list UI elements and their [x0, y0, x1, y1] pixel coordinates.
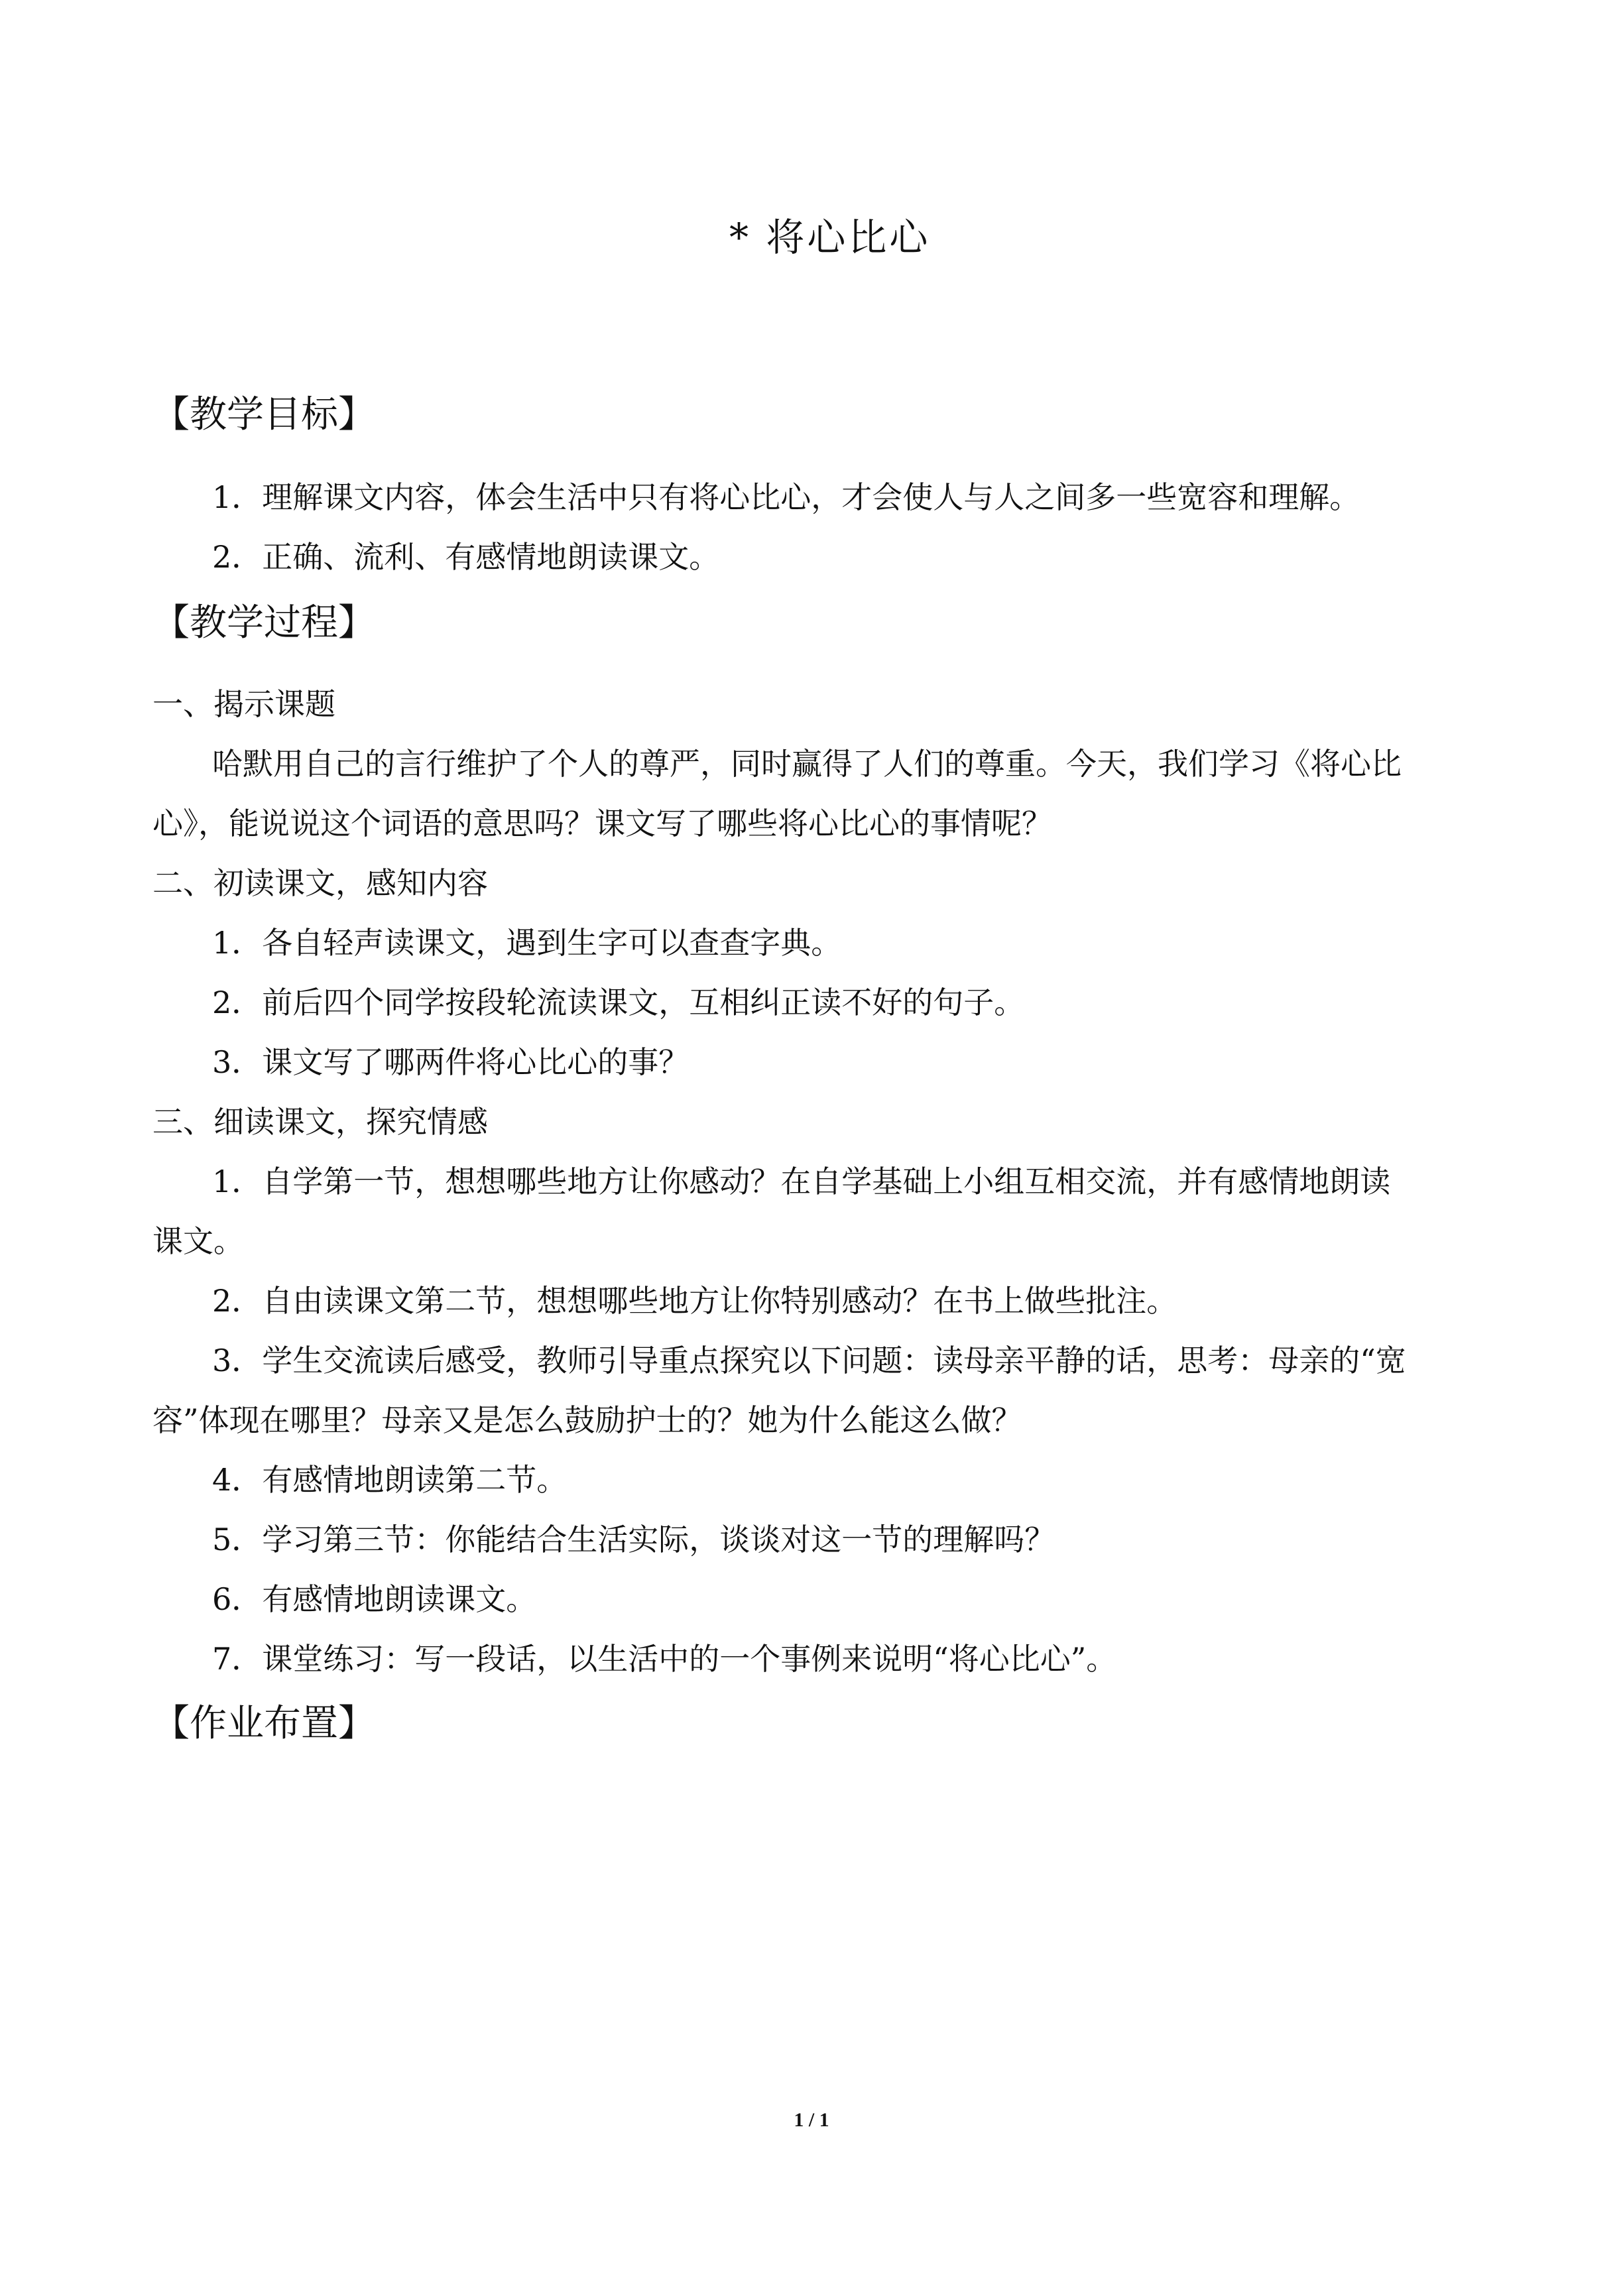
- objective-item-1: 1．理解课文内容，体会生活中只有将心比心，才会使人与人之间多一些宽容和理解。: [212, 479, 1360, 515]
- part1-paragraph-line2: 心》，能说说这个词语的意思吗？课文写了哪些将心比心的事情呢？: [152, 806, 1052, 841]
- objective-item-2: 2．正确、流利、有感情地朗读课文。: [212, 539, 720, 575]
- process-heading: 【教学过程】: [152, 601, 375, 644]
- objectives-heading: 【教学目标】: [152, 393, 375, 436]
- part2-item-1: 1．各自轻声读课文，遇到生字可以查查字典。: [212, 925, 842, 961]
- part3-item-2: 2．自由读课文第二节，想想哪些地方让你特别感动？在书上做些批注。: [212, 1283, 1177, 1319]
- part2-item-3: 3．课文写了哪两件将心比心的事？: [212, 1044, 690, 1080]
- part3-item-4: 4．有感情地朗读第二节。: [212, 1462, 568, 1498]
- page-number: 1 / 1: [794, 2109, 829, 2131]
- part1-paragraph-line1: 哈默用自己的言行维护了个人的尊严，同时赢得了人们的尊重。今天，我们学习《将心比: [212, 746, 1402, 782]
- part1-title: 一、揭示课题: [152, 686, 335, 722]
- part3-item-7: 7．课堂练习：写一段话，以生活中的一个事例来说明“将心比心”。: [212, 1641, 1117, 1677]
- part3-title: 三、细读课文，探究情感: [152, 1104, 488, 1140]
- part3-item-6: 6．有感情地朗读课文。: [212, 1581, 537, 1617]
- part2-item-2: 2．前后四个同学按段轮流读课文，互相纠正读不好的句子。: [212, 985, 1025, 1020]
- part3-item-5: 5．学习第三节：你能结合生活实际，谈谈对这一节的理解吗？: [212, 1522, 1055, 1557]
- part2-title: 二、初读课文，感知内容: [152, 865, 488, 901]
- document-title: * 将心比心: [729, 215, 931, 260]
- homework-heading: 【作业布置】: [152, 1702, 375, 1745]
- part3-item3-line2: 容”体现在哪里？母亲又是怎么鼓励护士的？她为什么能这么做？: [152, 1402, 1022, 1438]
- part3-item1-line2: 课文。: [152, 1223, 244, 1259]
- part3-item3-line1: 3．学生交流读后感受，教师引导重点探究以下问题：读母亲平静的话，思考：母亲的“宽: [212, 1343, 1406, 1378]
- part3-item1-line1: 1．自学第一节，想想哪些地方让你感动？在自学基础上小组互相交流，并有感情地朗读: [212, 1164, 1391, 1199]
